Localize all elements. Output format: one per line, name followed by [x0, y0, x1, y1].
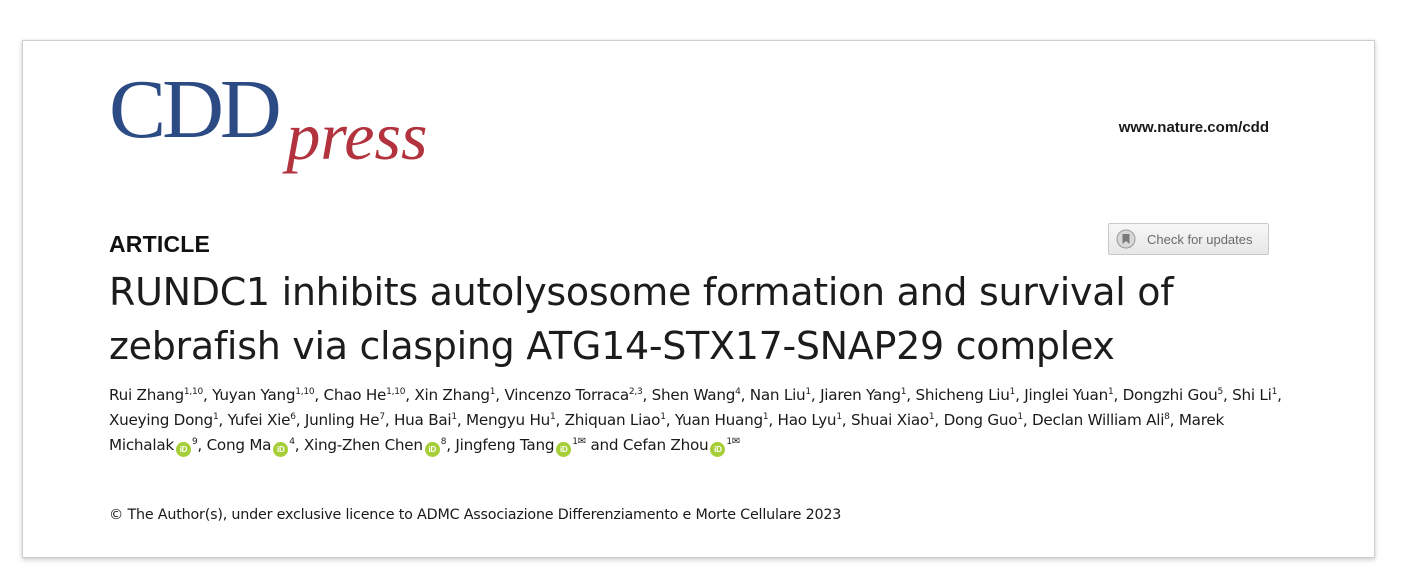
affiliation-marker[interactable]: 5	[1217, 386, 1223, 397]
author-name[interactable]: Mengyu Hu	[466, 411, 550, 429]
author-name[interactable]: Xueying Dong	[109, 411, 213, 429]
affiliation-marker[interactable]: 8	[440, 436, 447, 447]
author-name[interactable]: Xin Zhang	[414, 386, 490, 404]
affiliation-marker[interactable]: 4	[735, 386, 741, 397]
affiliation-marker[interactable]: 1	[451, 411, 457, 422]
orcid-icon[interactable]: iD	[425, 442, 440, 457]
affiliation-marker[interactable]: 1,10	[183, 386, 203, 397]
email-icon[interactable]: ✉	[731, 435, 741, 447]
orcid-icon[interactable]: iD	[556, 442, 571, 457]
orcid-icon[interactable]: iD	[710, 442, 725, 457]
affiliation-marker[interactable]: 9	[191, 436, 198, 447]
affiliation-marker[interactable]: 1	[1009, 386, 1016, 397]
affiliation-marker[interactable]: 1,10	[386, 386, 406, 397]
affiliation-marker[interactable]: 1	[1271, 386, 1278, 397]
author-name[interactable]: Dongzhi Gou	[1122, 386, 1218, 404]
affiliation-marker[interactable]: 1	[928, 411, 935, 422]
author-name[interactable]: Declan William Ali	[1031, 411, 1165, 429]
author-name[interactable]: Vincenzo Torraca	[504, 386, 629, 404]
affiliation-marker[interactable]: 1	[836, 411, 842, 422]
affiliation-marker[interactable]: 6	[290, 411, 296, 422]
author-name[interactable]: Jingfeng Tang	[455, 436, 555, 454]
author-name[interactable]: Cong Ma	[206, 436, 272, 454]
affiliation-marker[interactable]: 1	[762, 411, 769, 422]
copyright-notice: © The Author(s), under exclusive licence to ADMC Associazione Differenziamento e Morte Cellulare 2023	[109, 507, 842, 523]
author-name[interactable]: Shi Li	[1232, 386, 1272, 404]
article-title: RUNDC1 inhibits autolysosome formation and survival of zebrafish via clasping ATG14-STX17-SNAP29 complex	[109, 270, 1174, 368]
author-name[interactable]: Junling He	[304, 411, 380, 429]
author-name[interactable]: Nan Liu	[749, 386, 806, 404]
affiliation-marker[interactable]: 1	[900, 386, 907, 397]
email-icon[interactable]: ✉	[577, 435, 586, 447]
author-name[interactable]: Yuyan Yang	[212, 386, 296, 404]
author-name[interactable]: Shuai Xiao	[850, 411, 929, 429]
orcid-icon[interactable]: iD	[273, 442, 288, 457]
author-name[interactable]: Jinglei Yuan	[1024, 386, 1108, 404]
author-name[interactable]: Hua Bai	[394, 411, 452, 429]
check-for-updates-label: Check for updates	[1147, 231, 1253, 247]
orcid-icon[interactable]: iD	[176, 442, 191, 457]
author-name[interactable]: Cefan Zhou	[622, 436, 709, 454]
affiliation-marker[interactable]: 1	[572, 436, 578, 447]
affiliation-marker[interactable]: 1	[212, 411, 219, 422]
cdd-press-logo[interactable]	[109, 63, 428, 174]
article-header-card	[22, 40, 1375, 558]
affiliation-marker[interactable]: 7	[379, 411, 385, 422]
affiliation-marker[interactable]: 4	[289, 436, 295, 447]
affiliation-marker[interactable]: 1	[805, 386, 811, 397]
author-name[interactable]: Dong Guo	[943, 411, 1018, 429]
affiliation-marker[interactable]: 1,10	[295, 386, 315, 397]
bookmark-icon	[1115, 228, 1137, 250]
author-name[interactable]: Chao He	[323, 386, 387, 404]
author-name[interactable]: Rui Zhang	[109, 386, 184, 404]
affiliation-marker[interactable]: 1	[726, 436, 732, 447]
author-name[interactable]: Yuan Huang	[674, 411, 763, 429]
author-name[interactable]: Jiaren Yang	[820, 386, 901, 404]
affiliation-marker[interactable]: 1	[489, 386, 496, 397]
affiliation-marker[interactable]: 8	[1164, 411, 1170, 422]
affiliation-marker[interactable]: 1	[1017, 411, 1023, 422]
article-type-label: ARTICLE	[109, 231, 211, 257]
affiliation-marker[interactable]: 1	[660, 411, 666, 422]
logo-brand: CDD	[109, 63, 278, 156]
author-name[interactable]: Zhiquan Liao	[564, 411, 661, 429]
author-name[interactable]: Shicheng Liu	[915, 386, 1010, 404]
logo-suffix: press	[286, 98, 428, 174]
affiliation-marker[interactable]: 2,3	[628, 386, 643, 397]
check-for-updates-button[interactable]	[1108, 223, 1269, 255]
affiliation-marker[interactable]: 1	[1107, 386, 1114, 397]
author-conjunction: and	[590, 436, 619, 454]
journal-url-link[interactable]: www.nature.com/cdd	[1118, 119, 1269, 136]
author-name[interactable]: Shen Wang	[651, 386, 736, 404]
author-name[interactable]: Yufei Xie	[227, 411, 291, 429]
author-list: Rui Zhang$^{1,10}$, Yuyan Yang$^{1,10}$, Chao He$^{1,10}$, Xin Zhang$^1$, Vincenzo Torraca$^{2,3}$, Shen Wang$^4$, Nan Liu$^1$, Jiaren Yang$^1$, Shicheng Liu$^1$, Jinglei Yuan$^1$, Dongzhi Gou$^5$, Shi Li$^1$, Xueying Dong$^1$, Yufei Xie$^6$, Junling He$^7$, Hua Bai$^1$, Mengyu Hu$^1$, Zhiquan Liao$^1$, Yuan Huang$^1$, Hao Lyu$^1$, Shuai Xiao$^1$, Dong Guo$^1$, Declan William Ali$^8$, Marek Michalak $iD^9$, Cong Ma $iD^4$, Xing-Zhen Chen $iD^8$, Jingfeng Tang $iD^{1✉}$ and Cefan Zhou $iD^{1✉}$	[109, 383, 1284, 458]
affiliation-marker[interactable]: 1	[550, 411, 556, 422]
author-name[interactable]: Marek Michalak	[109, 411, 1225, 454]
author-name[interactable]: Xing-Zhen Chen	[303, 436, 423, 454]
author-name[interactable]: Hao Lyu	[777, 411, 837, 429]
